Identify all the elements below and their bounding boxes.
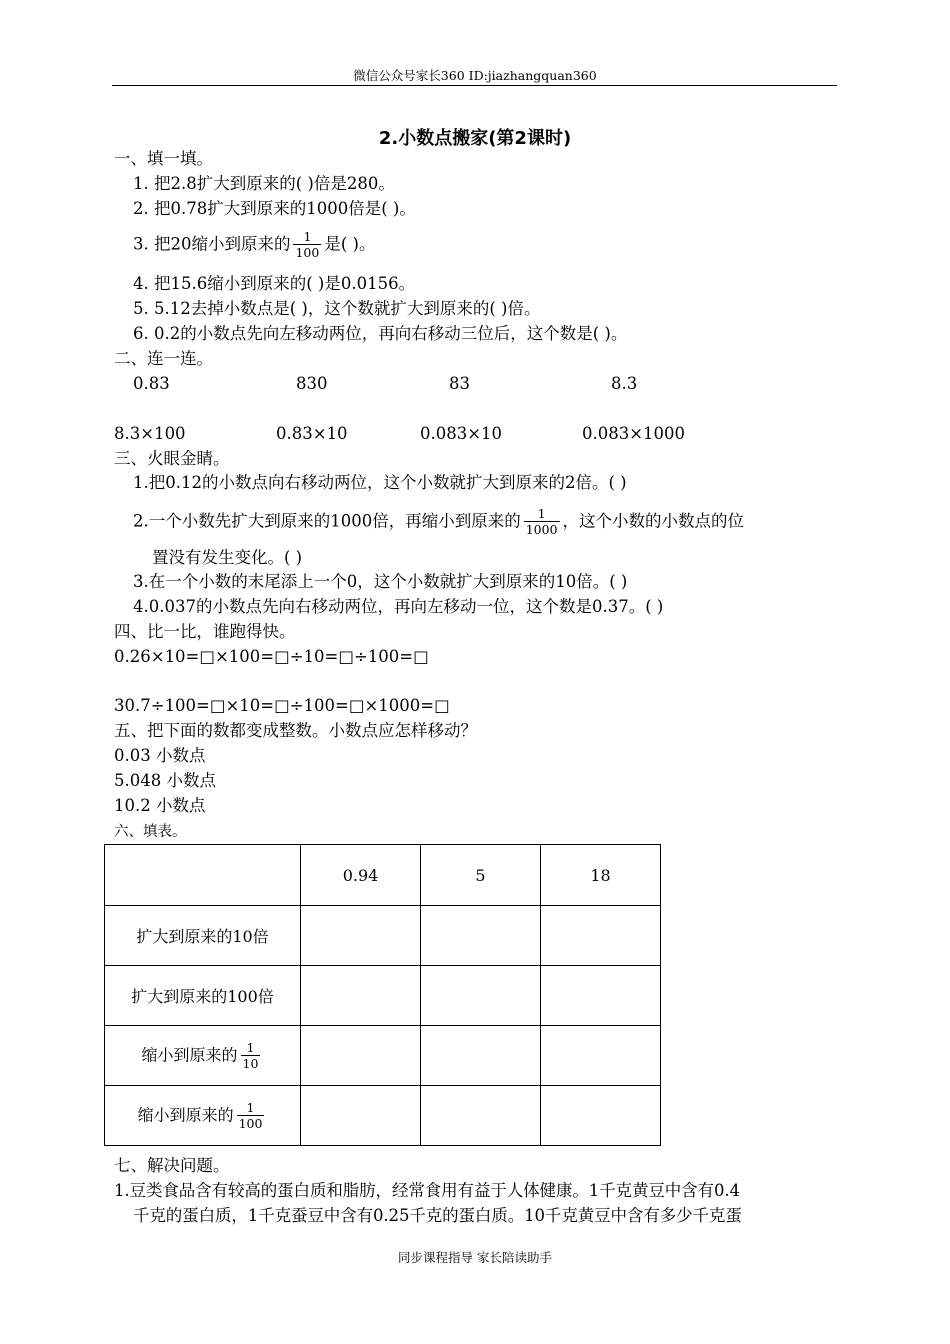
s1-question-4: 4. 把15.6缩小到原来的( )是0.0156。 xyxy=(133,274,416,293)
s3-question-1: 1.把0.12的小数点向右移动两位，这个小数就扩大到原来的2倍。( ) xyxy=(133,473,627,492)
row-label-text: 缩小到原来的 xyxy=(137,1105,234,1124)
fraction-denominator: 1000 xyxy=(525,522,558,537)
s3-question-2-cont: 置没有发生变化。( ) xyxy=(152,548,303,567)
s1-question-3 xyxy=(133,230,375,260)
header-rule xyxy=(112,85,837,86)
answer-cell[interactable] xyxy=(301,906,421,966)
row-label xyxy=(105,1026,301,1086)
row-label xyxy=(105,1086,301,1146)
answer-cell[interactable] xyxy=(421,966,541,1026)
answer-cell[interactable] xyxy=(301,1026,421,1086)
table-corner-cell xyxy=(105,845,301,906)
table-row xyxy=(105,906,661,966)
fraction-1-100 xyxy=(293,230,321,260)
fill-table xyxy=(104,844,661,1146)
fraction-numerator: 1 xyxy=(246,1099,255,1115)
match-bottom-item: 0.083×1000 xyxy=(582,424,686,443)
table-row xyxy=(105,1086,661,1146)
section-5-heading: 五、把下面的数都变成整数。小数点应怎样移动？ xyxy=(114,721,477,740)
match-top-item: 830 xyxy=(296,374,328,393)
section-2-heading: 二、连一连。 xyxy=(114,349,213,368)
page-footer: 同步课程指导 家长陪读助手 xyxy=(398,1250,552,1265)
page-title: 2.小数点搬家(第2课时) xyxy=(378,128,572,149)
table-row xyxy=(105,966,661,1026)
s1-q3-text-b: 是( )。 xyxy=(324,234,376,254)
fraction-denominator: 100 xyxy=(238,1115,263,1131)
table-col-header: 5 xyxy=(421,845,541,906)
match-bottom-item: 8.3×100 xyxy=(114,424,186,443)
match-bottom-item: 0.083×10 xyxy=(420,424,503,443)
section-7-heading: 七、解决问题。 xyxy=(114,1156,230,1175)
table-header-row xyxy=(105,845,661,906)
s5-item: 5.048 小数点 xyxy=(114,771,216,790)
s3-q2-text-b: ，这个小数的小数点的位 xyxy=(562,511,745,531)
section-1-heading: 一、填一填。 xyxy=(114,149,213,168)
fraction-numerator: 1 xyxy=(537,506,546,521)
s1-question-1: 1. 把2.8扩大到原来的( )倍是280。 xyxy=(133,174,395,193)
answer-cell[interactable] xyxy=(421,1026,541,1086)
s1-question-5: 5. 5.12去掉小数点是( )，这个数就扩大到原来的( )倍。 xyxy=(133,299,541,318)
answer-cell[interactable] xyxy=(541,906,661,966)
s7-problem-line-1: 1.豆类食品含有较高的蛋白质和脂肪，经常食用有益于人体健康。1千克黄豆中含有0.4 xyxy=(114,1181,740,1200)
match-bottom-item: 0.83×10 xyxy=(276,424,348,443)
s1-q3-text-a: 3. 把20缩小到原来的 xyxy=(133,234,291,254)
s1-question-2: 2. 把0.78扩大到原来的1000倍是( )。 xyxy=(133,199,416,218)
answer-cell[interactable] xyxy=(301,1086,421,1146)
match-top-item: 83 xyxy=(449,374,470,393)
s7-problem-line-2: 千克的蛋白质，1千克蚕豆中含有0.25千克的蛋白质。10千克黄豆中含有多少千克蛋 xyxy=(133,1206,742,1225)
answer-cell[interactable] xyxy=(421,906,541,966)
fraction-1-100 xyxy=(237,1101,265,1131)
row-label-text: 缩小到原来的 xyxy=(141,1045,238,1064)
row-label: 扩大到原来的100倍 xyxy=(105,966,301,1026)
fraction-denominator: 10 xyxy=(242,1055,259,1071)
match-top-item: 0.83 xyxy=(133,374,170,393)
answer-cell[interactable] xyxy=(541,966,661,1026)
table-row xyxy=(105,1026,661,1086)
fraction-numerator: 1 xyxy=(246,1039,255,1055)
section-3-heading: 三、火眼金睛。 xyxy=(114,449,230,468)
s4-chain-2: 30.7÷100=□×10=□÷100=□×1000=□ xyxy=(114,696,450,715)
fraction-1-10 xyxy=(241,1041,261,1071)
row-label: 扩大到原来的10倍 xyxy=(105,906,301,966)
section-6-heading: 六、填表。 xyxy=(114,824,187,840)
s5-item: 0.03 小数点 xyxy=(114,746,206,765)
s3-question-3: 3.在一个小数的末尾添上一个0，这个小数就扩大到原来的10倍。( ) xyxy=(133,572,628,591)
answer-cell[interactable] xyxy=(541,1086,661,1146)
table-col-header: 0.94 xyxy=(301,845,421,906)
s4-chain-1: 0.26×10=□×100=□÷10=□÷100=□ xyxy=(114,647,429,666)
page-header: 微信公众号家长360 ID:jiazhangquan360 xyxy=(353,68,597,83)
section-4-heading: 四、比一比，谁跑得快。 xyxy=(114,622,296,641)
match-top-item: 8.3 xyxy=(611,374,638,393)
answer-cell[interactable] xyxy=(421,1086,541,1146)
answer-cell[interactable] xyxy=(541,1026,661,1086)
fraction-denominator: 100 xyxy=(295,245,320,260)
answer-cell[interactable] xyxy=(301,966,421,1026)
s1-question-6: 6. 0.2的小数点先向左移动两位，再向右移动三位后，这个数是( )。 xyxy=(133,324,628,343)
s3-question-4: 4.0.037的小数点先向右移动两位，再向左移动一位，这个数是0.37。( ) xyxy=(133,597,664,616)
fraction-numerator: 1 xyxy=(303,229,312,244)
fraction-1-1000 xyxy=(524,507,560,537)
table-col-header: 18 xyxy=(541,845,661,906)
s5-item: 10.2 小数点 xyxy=(114,796,206,815)
s3-question-2 xyxy=(133,507,744,537)
s3-q2-text-a: 2.一个小数先扩大到原来的1000倍，再缩小到原来的 xyxy=(133,511,521,531)
